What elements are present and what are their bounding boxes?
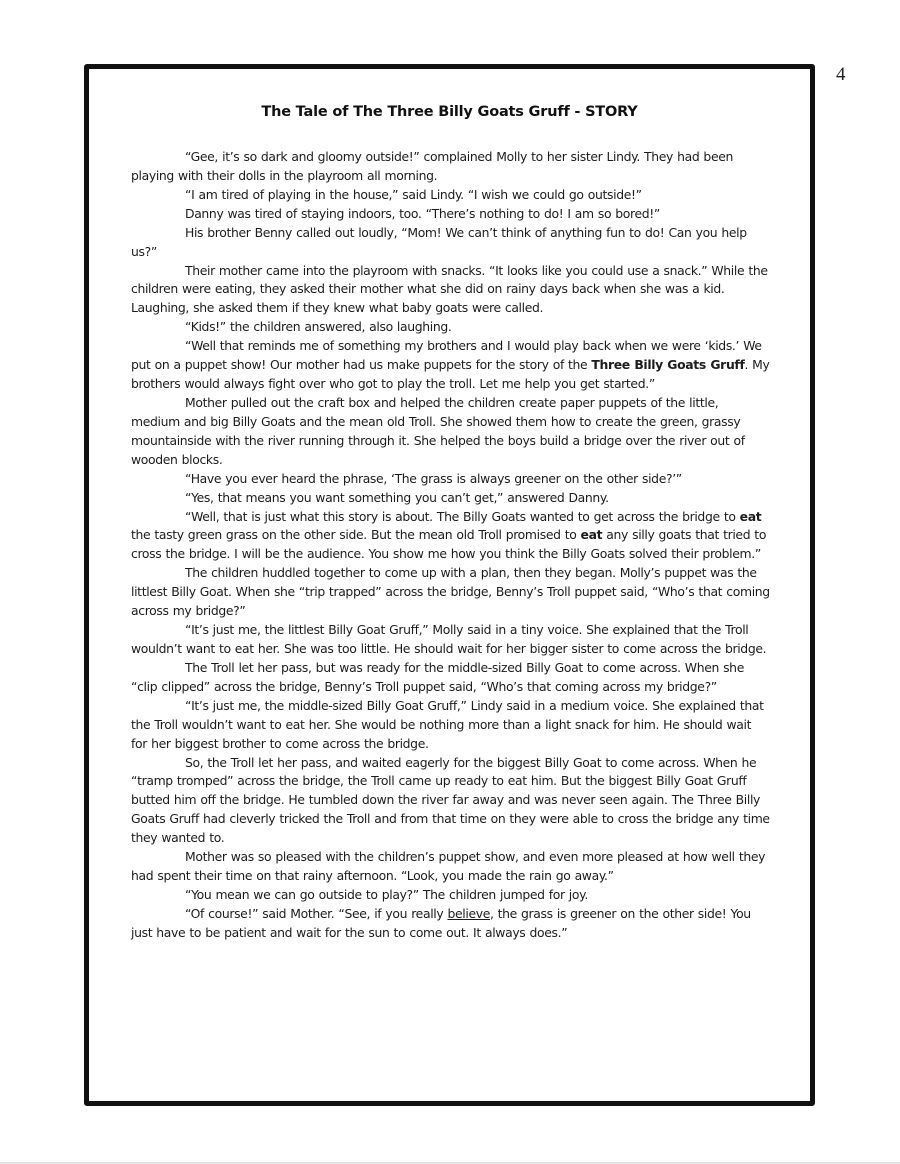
- bold-word: eat: [739, 508, 762, 524]
- paragraph: “You mean we can go outside to play?” The children jumped for joy.: [185, 886, 588, 902]
- bold-story-name: Three Billy Goats Gruff: [591, 357, 745, 373]
- paragraph-text: “Of course!” said Mother. “See, if you really: [185, 905, 448, 921]
- paragraph-text: “Well, that is just what this story is about. The Billy Goats wanted to get across the bridge to: [185, 508, 740, 524]
- page-number: 4: [836, 64, 846, 85]
- paragraph: “It’s just me, the littlest Billy Goat Gruff,” Molly said in a tiny voice. She explained that the Troll wouldn’t want to eat her. She was too little. He should wait for her bigger sister to come across the bridge.: [131, 622, 767, 656]
- paragraph-text: the tasty green grass on the other side. But the mean old Troll promised to: [131, 527, 581, 543]
- story-title: The Tale of The Three Billy Goats Gruff - STORY: [261, 104, 638, 120]
- paragraph: “I am tired of playing in the house,” said Lindy. “I wish we could go outside!”: [185, 186, 642, 202]
- paragraph: Their mother came into the playroom with snacks. “It looks like you could use a snack.” While the children were eating, they asked their mother what she did on rainy days back when she was a kid. Laughing, she asked them if they knew what baby goats were called.: [131, 262, 768, 316]
- paragraph: His brother Benny called out loudly, “Mom! We can’t think of anything fun to do! Can you help us?”: [131, 224, 747, 259]
- paragraph: [131, 508, 771, 565]
- paragraph: “Have you ever heard the phrase, ‘The grass is always greener on the other side?’”: [185, 470, 682, 486]
- paragraph: [131, 337, 771, 394]
- paragraph: So, the Troll let her pass, and waited eagerly for the biggest Billy Goat to come across. When he “tramp tromped” across the bridge, the Troll came up ready to eat him. But the biggest Billy Goat Gruff butted him off the bridge. He tumbled down the river far away and was never seen again. The Three Billy Goats Gruff had cleverly tricked the Troll and from that time on they were able to cross the bridge any time they wanted to.: [131, 754, 770, 846]
- paragraph-text: “Well that reminds me of something my brothers and I would play back when we were ‘kids.’ We put on a puppet show! Our mother had us make puppets for the story of the: [131, 338, 762, 373]
- paragraph: Mother pulled out the craft box and helped the children create paper puppets of the little, medium and big Billy Goats and the mean old Troll. She showed them how to create the green, grassy mountainside with the river running through it. She helped the boys build a bridge over the river out of wooden blocks.: [131, 394, 745, 467]
- paragraph: The children huddled together to come up with a plan, then they began. Molly’s puppet was the littlest Billy Goat. When she “trip trapped” across the bridge, Benny’s Troll puppet said, “Who’s that coming across my bridge?”: [131, 565, 770, 619]
- paragraph: [131, 905, 771, 943]
- paragraph-text: any silly goats that tried to cross the bridge. I will be the audience. You show me how you think the Billy Goats solved their problem.”: [131, 527, 767, 562]
- paragraph: “Kids!” the children answered, also laughing.: [185, 319, 452, 335]
- paragraph: “It’s just me, the middle-sized Billy Goat Gruff,” Lindy said in a medium voice. She explained that the Troll wouldn’t want to eat her. She would be nothing more than a light snack for him. He should wait for her biggest brother to come across the bridge.: [131, 697, 764, 751]
- story-body: [131, 148, 771, 943]
- paragraph: “Yes, that means you want something you can’t get,” answered Danny.: [185, 489, 609, 505]
- paragraph-text: . My brothers would always fight over who got to play the troll. Let me help you get started.”: [131, 357, 770, 392]
- paragraph: The Troll let her pass, but was ready for the middle-sized Billy Goat to come across. When she “clip clipped” across the bridge, Benny’s Troll puppet said, “Who’s that coming across my bridge?”: [131, 659, 744, 694]
- paragraph: Danny was tired of staying indoors, too. “There’s nothing to do! I am so bored!”: [185, 205, 660, 221]
- paragraph: “Gee, it’s so dark and gloomy outside!” complained Molly to her sister Lindy. They had been playing with their dolls in the playroom all morning.: [131, 149, 733, 183]
- paragraph-text: , the grass is greener on the other side! You just have to be patient and wait for the sun to come out. It always does.”: [131, 905, 751, 940]
- paragraph: Mother was so pleased with the children’s puppet show, and even more pleased at how well they had spent their time on that rainy afternoon. “Look, you made the rain go away.”: [131, 849, 766, 884]
- underlined-word: believe: [447, 905, 490, 921]
- bold-word: eat: [580, 527, 603, 543]
